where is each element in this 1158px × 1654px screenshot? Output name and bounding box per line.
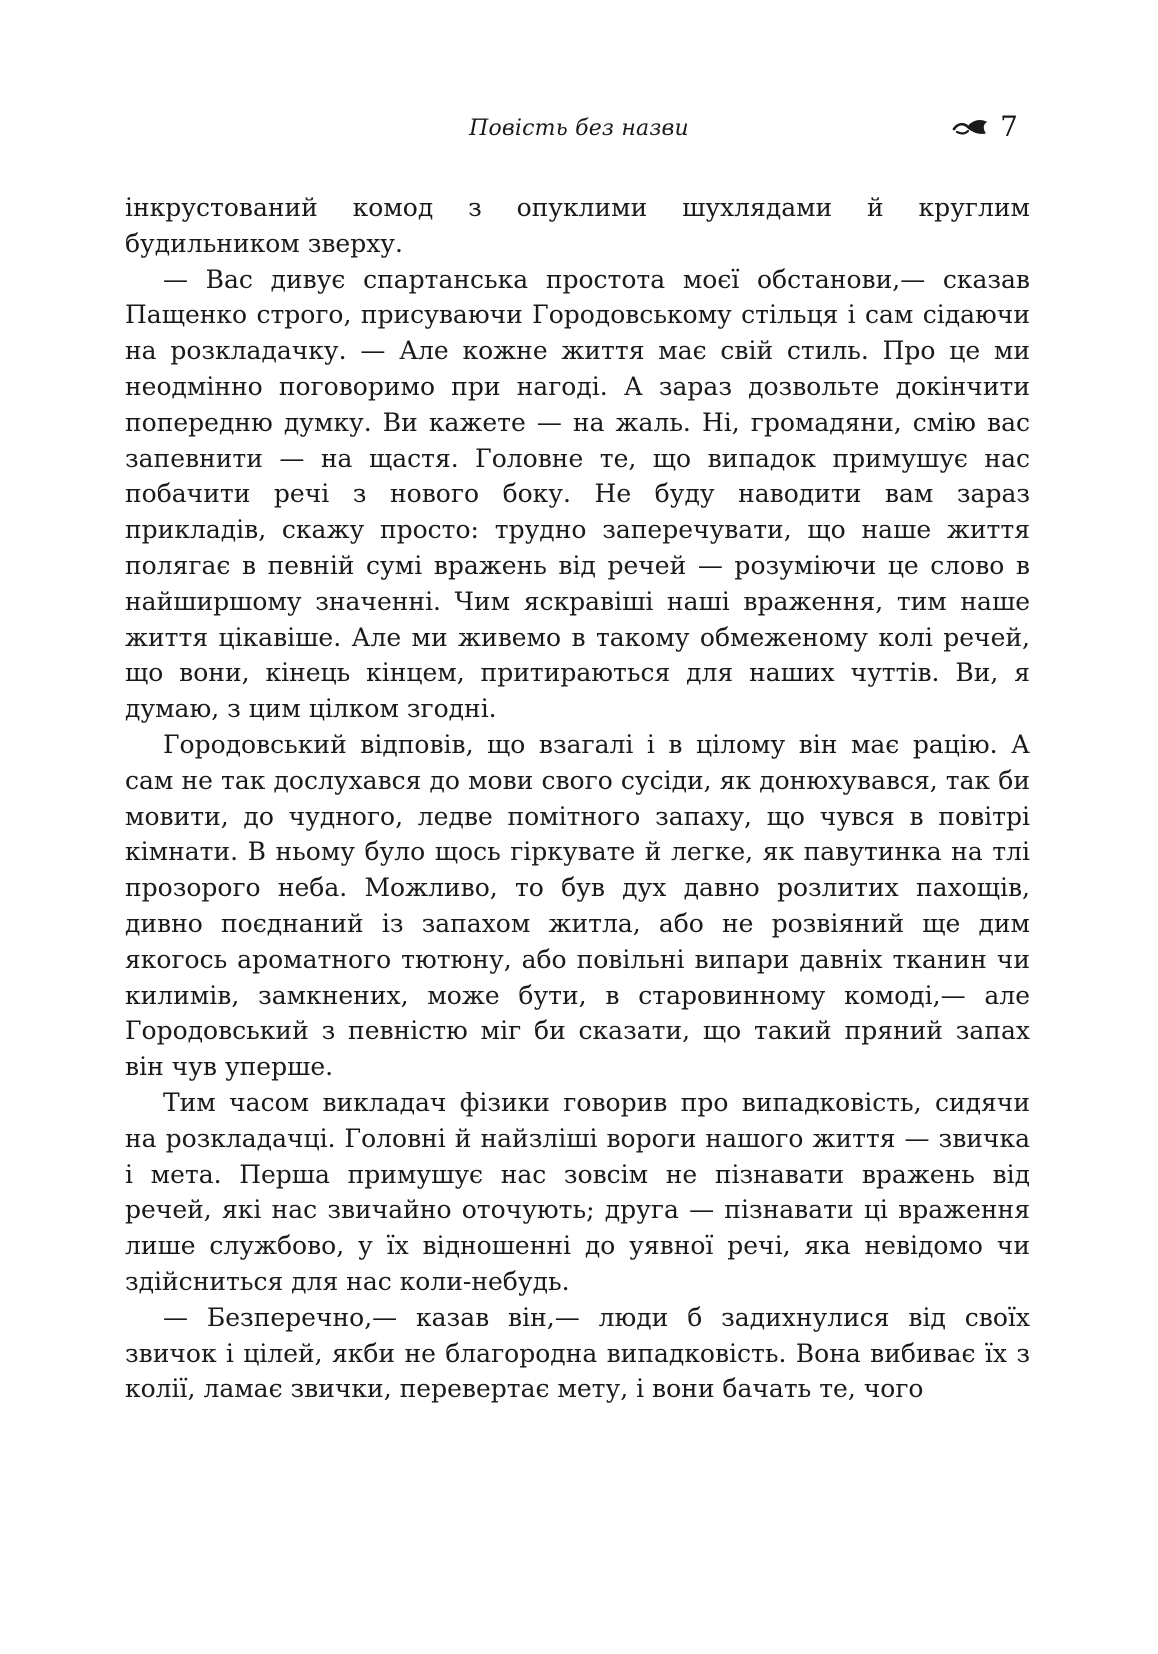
paragraph: — Вас дивує спартанська простота моєї обстанови,— сказав Пащенко строго, присуваючи Городовському стільця і сам сідаючи на розкладачку. — Але кожне життя має свій стиль. Про це ми неодмінно поговоримо при нагоді. А зараз дозвольте докінчити попередню думку. Ви кажете — на жаль. Ні, громадяни, смію вас запевнити — на щастя. Головне те, що випадок примушує нас побачити речі з нового боку. Не буду наводити вам зараз прикладів, скажу просто: трудно заперечувати, що наше життя полягає в певній сумі вражень від речей — розуміючи це слово в найширшому значенні. Чим яскравіші наші враження, тим наше життя цікавіше. Але ми живемо в такому обмеженому колі речей, що вони, кінець кінцем, притираються для наших чуттів. Ви, я думаю, з цим цілком згодні. bbox=[125, 264, 1030, 724]
page-number: 7 bbox=[1000, 110, 1018, 143]
paragraph: Городовський відповів, що взагалі і в цілому він має рацію. А сам не так дослухався до мови свого сусіди, як донюхувався, так би мовити, до чудного, ледве помітного запаху, що чувся в повітрі кімнати. В ньому було щось гіркувате й легке, як павутинка на тлі прозорого неба. Можливо, то був дух давно розлитих пахощів, дивно поєднаний із запахом житла, або не розвіяний ще дим якогось ароматного тютюну, або повільні випари давніх тканин чи килимів, замкнених, може бути, в старовинному комоді,— але Городовський з певністю міг би сказати, що такий пряний запах він чув уперше. bbox=[125, 729, 1030, 1082]
running-title: Повість без назви bbox=[469, 116, 689, 141]
page-body bbox=[125, 190, 1030, 1407]
page-number-group bbox=[952, 110, 1018, 143]
paragraph: — Безперечно,— казав він,— люди б задихнулися від своїх звичок і цілей, якби не благородна випадковість. Вона вибиває їх з колії, ламає звички, перевертає мету, і вони бачать те, чого bbox=[125, 1302, 1030, 1404]
page-header bbox=[0, 110, 1158, 150]
fleuron-icon bbox=[952, 115, 990, 139]
paragraph: інкрустований комод з опуклими шухлядами й круглим будильником зверху. bbox=[125, 193, 1030, 258]
paragraph: Тим часом викладач фізики говорив про випадковість, сидячи на розкладачці. Головні й найзліші вороги нашого життя — звичка і мета. Перша примушує нас зовсім не пізнавати вражень від речей, які нас звичайно оточують; друга — пізнавати ці враження лише службово, у їх відношенні до уявної речі, яка невідомо чи здійсниться для нас коли-небудь. bbox=[125, 1087, 1030, 1296]
